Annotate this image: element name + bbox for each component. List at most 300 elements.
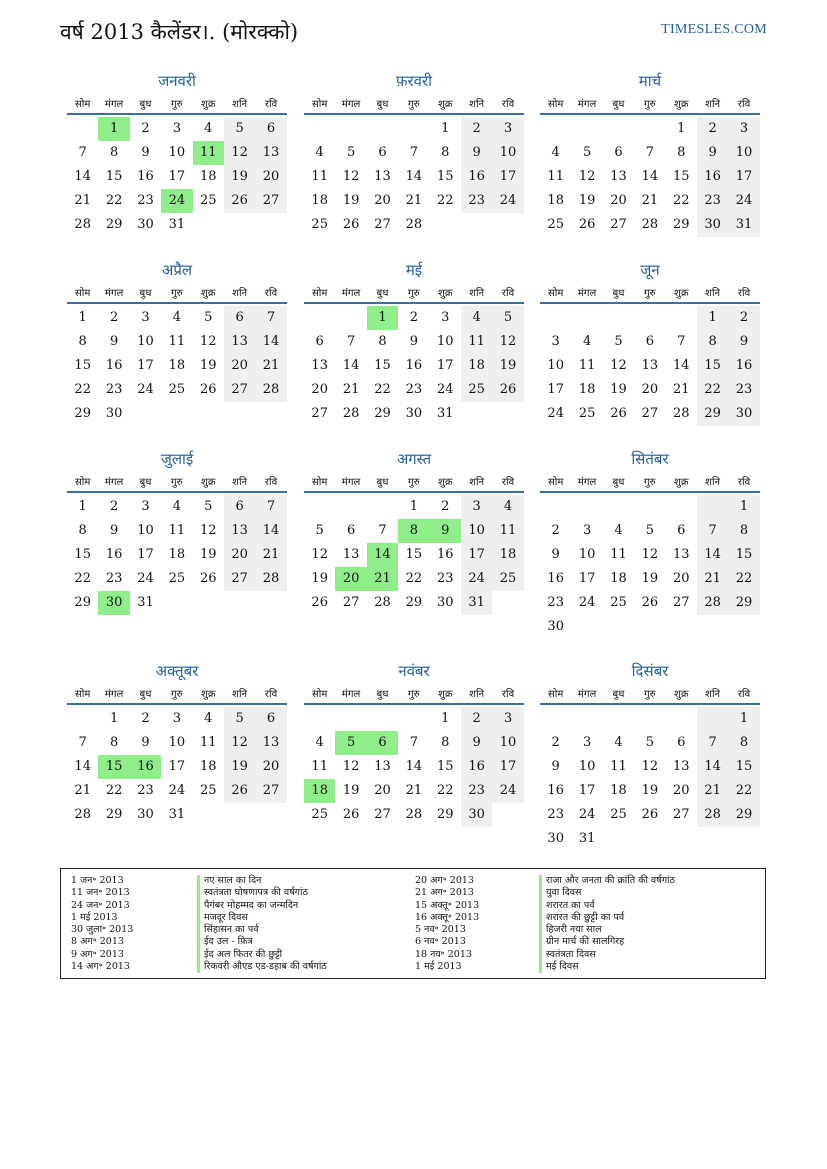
day-cell: 22 xyxy=(105,783,123,798)
weekday-label: शनि xyxy=(705,98,721,110)
empty-cell xyxy=(540,117,571,141)
day-cell: 9 xyxy=(461,141,492,165)
day-cell: 6 xyxy=(677,735,686,750)
day-cell: 7 xyxy=(378,523,387,538)
day-cell: 28 xyxy=(74,217,91,232)
day-cell: 8 xyxy=(78,334,87,349)
weekday-label: मंगल xyxy=(341,98,361,110)
empty-cell xyxy=(540,495,571,519)
day-cell: 24 xyxy=(547,406,564,421)
day-cell: 25 xyxy=(168,382,186,397)
day-cell: 4 xyxy=(204,711,213,726)
holiday-name: सिंहासन का पर्व xyxy=(204,924,259,936)
day-cell: 2 xyxy=(109,310,119,325)
weekday-label: शुक्र xyxy=(674,98,689,110)
weekday-header xyxy=(304,92,524,115)
day-cell: 14 xyxy=(697,543,728,567)
day-cell: 27 xyxy=(374,807,391,822)
day-cell: 5 xyxy=(224,707,255,731)
day-cell: 1 xyxy=(409,499,418,514)
empty-cell xyxy=(603,117,634,141)
day-cell: 12 xyxy=(342,169,360,184)
day-cell: 10 xyxy=(137,334,154,349)
day-cell: 21 xyxy=(74,193,91,208)
empty-cell xyxy=(540,707,571,731)
day-cell: 30 xyxy=(137,807,154,822)
empty-cell xyxy=(603,306,634,330)
day-cell: 17 xyxy=(137,358,154,373)
day-cell: 4 xyxy=(315,735,324,750)
empty-cell xyxy=(304,306,335,330)
month-block xyxy=(540,70,760,237)
day-cell: 17 xyxy=(547,382,564,397)
day-cell: 26 xyxy=(492,378,523,402)
weekday-label: बुध xyxy=(612,476,625,488)
weekday-label: शनि xyxy=(469,476,485,488)
day-cell: 8 xyxy=(728,519,759,543)
empty-cell xyxy=(398,707,429,731)
day-cell: 27 xyxy=(610,217,627,232)
day-cell: 8 xyxy=(441,145,450,160)
day-cell: 25 xyxy=(311,807,328,822)
day-cell: 26 xyxy=(199,571,217,586)
day-cell: 10 xyxy=(547,358,564,373)
month-name: नवंबर xyxy=(398,662,430,680)
day-cell: 22 xyxy=(728,779,759,803)
weekday-label: मंगल xyxy=(341,688,361,700)
day-cell: 23 xyxy=(137,193,154,208)
weekday-label: रवि xyxy=(737,98,751,110)
day-cell: 19 xyxy=(492,354,523,378)
day-cell: 16 xyxy=(697,165,728,189)
day-cell: 12 xyxy=(311,547,328,562)
day-cell: 15 xyxy=(728,543,759,567)
days-grid xyxy=(67,707,287,827)
empty-cell xyxy=(697,707,728,731)
day-cell: 20 xyxy=(255,165,286,189)
day-cell: 21 xyxy=(672,382,690,397)
month-block xyxy=(540,259,760,426)
day-cell: 2 xyxy=(141,711,150,726)
weekday-label: सोम xyxy=(75,688,91,700)
day-cell: 22 xyxy=(728,567,759,591)
day-cell: 22 xyxy=(672,193,690,208)
holiday-date: 14 अग॰ 2013 xyxy=(71,961,130,973)
day-cell: 6 xyxy=(614,145,623,160)
day-cell: 15 xyxy=(436,759,454,774)
weekday-label: रवि xyxy=(501,98,515,110)
day-cell: 28 xyxy=(641,217,659,232)
day-cell: 5 xyxy=(224,117,255,141)
day-cell: 3 xyxy=(492,117,523,141)
day-cell: 28 xyxy=(255,567,286,591)
day-cell: 19 xyxy=(199,547,217,562)
day-cell: 20 xyxy=(641,382,659,397)
day-cell: 27 xyxy=(672,807,690,822)
day-cell: 8 xyxy=(728,731,759,755)
day-cell: 28 xyxy=(74,807,91,822)
weekday-label: शुक्र xyxy=(438,287,453,299)
day-cell: 2 xyxy=(461,117,492,141)
day-cell: 20 xyxy=(374,193,391,208)
day-cell: 26 xyxy=(199,382,217,397)
day-cell: 28 xyxy=(672,406,690,421)
day-cell: 1 xyxy=(78,310,87,325)
weekday-label: रवि xyxy=(264,287,278,299)
weekday-header xyxy=(304,281,524,304)
day-cell: 14 xyxy=(74,169,91,184)
day-cell: 1 xyxy=(728,707,759,731)
day-cell: 5 xyxy=(315,523,324,538)
day-cell: 23 xyxy=(547,595,564,610)
day-cell: 31 xyxy=(578,831,596,846)
holiday-name: स्वतंत्रता दिवस xyxy=(546,948,596,960)
day-cell: 26 xyxy=(224,189,255,213)
weekday-label: मंगल xyxy=(104,287,124,299)
day-cell: 18 xyxy=(492,543,523,567)
day-cell: 1 xyxy=(677,121,686,136)
days-grid xyxy=(304,707,524,827)
empty-cell xyxy=(304,117,335,141)
month-name: अगस्त xyxy=(396,450,432,468)
day-cell: 29 xyxy=(697,402,728,426)
day-cell: 9 xyxy=(728,330,759,354)
holiday-dates-left xyxy=(71,875,133,973)
holiday-list xyxy=(60,868,766,979)
day-cell: 4 xyxy=(172,310,181,325)
weekday-label: रवि xyxy=(737,287,751,299)
day-cell: 13 xyxy=(610,169,627,184)
weekday-label: बुध xyxy=(612,287,625,299)
day-cell: 19 xyxy=(311,571,328,586)
day-cell: 1 xyxy=(728,495,759,519)
day-cell: 11 xyxy=(168,523,186,538)
holiday-marker-bar xyxy=(197,875,200,973)
empty-cell xyxy=(67,117,98,141)
day-cell: 13 xyxy=(374,759,391,774)
day-cell: 7 xyxy=(346,334,356,349)
month-block xyxy=(540,448,760,639)
holiday-name: शरारत का पर्व xyxy=(546,899,595,911)
day-cell: 22 xyxy=(374,382,391,397)
days-grid xyxy=(304,495,524,615)
day-cell: 26 xyxy=(578,217,596,232)
day-cell: 3 xyxy=(551,334,560,349)
weekday-label: सोम xyxy=(75,476,91,488)
day-cell: 15 xyxy=(374,358,391,373)
day-cell: 16 xyxy=(105,547,123,562)
day-cell: 12 xyxy=(641,759,659,774)
day-cell: 22 xyxy=(436,783,454,798)
holiday-date: 15 अक्तू॰ 2013 xyxy=(415,899,480,911)
weekday-label: शुक्र xyxy=(674,287,689,299)
day-cell: 19 xyxy=(641,571,659,586)
day-cell: 16 xyxy=(547,783,564,798)
holiday-date: 8 अग॰ 2013 xyxy=(71,936,124,948)
weekday-label: शनि xyxy=(469,287,485,299)
day-cell: 25 xyxy=(168,571,186,586)
day-cell: 30 xyxy=(405,406,423,421)
day-cell: 26 xyxy=(610,406,627,421)
day-cell: 1 xyxy=(697,306,728,330)
day-cell: 18 xyxy=(199,169,217,184)
weekday-label: सोम xyxy=(312,688,328,700)
weekday-label: मंगल xyxy=(577,688,597,700)
day-cell: 22 xyxy=(697,378,728,402)
day-cell: 11 xyxy=(311,759,328,774)
holiday-day-cell: 5 xyxy=(335,731,366,755)
day-cell: 24 xyxy=(168,783,186,798)
site-link[interactable]: TIMESLES.COM xyxy=(661,22,767,37)
month-name: दिसंबर xyxy=(631,662,669,680)
day-cell: 1 xyxy=(78,499,87,514)
day-cell: 4 xyxy=(582,334,592,349)
day-cell: 25 xyxy=(610,595,627,610)
weekday-label: गुरु xyxy=(644,287,656,299)
holiday-name: स्वतंत्रता घोषणापत्र की वर्षगांठ xyxy=(204,887,308,899)
day-cell: 10 xyxy=(578,759,596,774)
holiday-date: 5 नव॰ 2013 xyxy=(415,924,466,936)
weekday-label: रवि xyxy=(501,476,515,488)
day-cell: 13 xyxy=(672,759,690,774)
weekday-label: शुक्र xyxy=(438,688,453,700)
day-cell: 23 xyxy=(461,779,492,803)
month-block xyxy=(304,259,524,426)
day-cell: 15 xyxy=(697,354,728,378)
day-cell: 6 xyxy=(645,334,654,349)
day-cell: 11 xyxy=(610,759,627,774)
day-cell: 17 xyxy=(168,169,186,184)
day-cell: 10 xyxy=(728,141,759,165)
day-cell: 19 xyxy=(342,783,360,798)
day-cell: 13 xyxy=(342,547,360,562)
day-cell: 4 xyxy=(315,145,324,160)
empty-cell xyxy=(67,707,98,731)
holiday-name: ग्रीन मार्च की सालगिरह xyxy=(546,936,625,948)
day-cell: 9 xyxy=(551,759,560,774)
weekday-label: बुध xyxy=(376,98,389,110)
day-cell: 5 xyxy=(346,145,356,160)
weekday-label: गुरु xyxy=(171,287,183,299)
days-grid xyxy=(304,117,524,237)
weekday-label: बुध xyxy=(139,476,152,488)
weekday-label: बुध xyxy=(139,688,152,700)
day-cell: 26 xyxy=(641,595,659,610)
empty-cell xyxy=(571,117,602,141)
day-cell: 30 xyxy=(105,406,123,421)
weekday-label: शुक्र xyxy=(674,476,689,488)
weekday-label: शनि xyxy=(469,688,485,700)
empty-cell xyxy=(634,117,665,141)
weekday-label: शनि xyxy=(705,476,721,488)
month-block xyxy=(304,448,524,615)
holiday-day-cell: 8 xyxy=(398,519,429,543)
holiday-day-cell: 15 xyxy=(98,755,129,779)
empty-cell xyxy=(571,495,602,519)
day-cell: 7 xyxy=(697,519,728,543)
holiday-day-cell: 14 xyxy=(367,543,398,567)
day-cell: 18 xyxy=(168,358,186,373)
day-cell: 24 xyxy=(436,382,454,397)
day-cell: 14 xyxy=(255,330,286,354)
holiday-names-left xyxy=(204,875,327,973)
day-cell: 30 xyxy=(547,831,564,846)
weekday-label: गुरु xyxy=(171,476,183,488)
day-cell: 20 xyxy=(610,193,627,208)
holiday-name: रिकवरी औएड एड-डहाब की वर्षगांठ xyxy=(204,961,327,973)
day-cell: 8 xyxy=(109,145,119,160)
empty-cell xyxy=(304,707,335,731)
day-cell: 21 xyxy=(641,193,659,208)
day-cell: 16 xyxy=(137,169,154,184)
day-cell: 5 xyxy=(645,735,654,750)
day-cell: 8 xyxy=(677,145,686,160)
empty-cell xyxy=(398,117,429,141)
holiday-day-cell: 11 xyxy=(193,141,224,165)
day-cell: 12 xyxy=(224,141,255,165)
day-cell: 27 xyxy=(641,406,659,421)
day-cell: 11 xyxy=(168,334,186,349)
day-cell: 25 xyxy=(578,406,596,421)
holiday-name: मजदूर दिवस xyxy=(204,911,248,923)
weekday-label: रवि xyxy=(264,688,278,700)
empty-cell xyxy=(603,707,634,731)
holiday-day-cell: 18 xyxy=(304,779,335,803)
holiday-date: 24 जन॰ 2013 xyxy=(71,899,130,911)
day-cell: 24 xyxy=(728,189,759,213)
day-cell: 13 xyxy=(224,519,255,543)
day-cell: 31 xyxy=(168,217,186,232)
weekday-label: शनि xyxy=(469,98,485,110)
day-cell: 15 xyxy=(436,169,454,184)
empty-cell xyxy=(304,495,335,519)
weekday-label: शनि xyxy=(232,688,248,700)
empty-cell xyxy=(666,306,697,330)
day-cell: 5 xyxy=(582,145,592,160)
day-cell: 18 xyxy=(311,193,328,208)
day-cell: 22 xyxy=(405,571,423,586)
day-cell: 8 xyxy=(697,330,728,354)
weekday-label: मंगल xyxy=(104,476,124,488)
day-cell: 24 xyxy=(492,779,523,803)
weekday-label: शुक्र xyxy=(438,98,453,110)
day-cell: 6 xyxy=(315,334,324,349)
day-cell: 11 xyxy=(492,519,523,543)
day-cell: 29 xyxy=(74,406,91,421)
day-cell: 21 xyxy=(255,354,286,378)
day-cell: 14 xyxy=(74,759,91,774)
weekday-label: गुरु xyxy=(171,98,183,110)
holiday-day-cell: 30 xyxy=(98,591,129,615)
weekday-label: गुरु xyxy=(408,98,420,110)
day-cell: 11 xyxy=(461,330,492,354)
day-cell: 19 xyxy=(578,193,596,208)
weekday-label: शनि xyxy=(232,476,248,488)
day-cell: 4 xyxy=(461,306,492,330)
weekday-label: रवि xyxy=(501,688,515,700)
day-cell: 25 xyxy=(461,378,492,402)
month-name: फ़रवरी xyxy=(395,72,433,90)
day-cell: 1 xyxy=(441,121,450,136)
day-cell: 2 xyxy=(409,310,418,325)
day-cell: 15 xyxy=(74,358,91,373)
day-cell: 21 xyxy=(255,543,286,567)
day-cell: 19 xyxy=(224,165,255,189)
holiday-date: 18 नव॰ 2013 xyxy=(415,948,472,960)
day-cell: 11 xyxy=(547,169,564,184)
day-cell: 27 xyxy=(224,378,255,402)
empty-cell xyxy=(603,495,634,519)
day-cell: 18 xyxy=(168,547,186,562)
weekday-label: सोम xyxy=(312,287,328,299)
weekday-header xyxy=(67,682,287,705)
day-cell: 12 xyxy=(578,169,596,184)
day-cell: 29 xyxy=(105,217,123,232)
holiday-date: 30 जुला॰ 2013 xyxy=(71,924,134,936)
day-cell: 14 xyxy=(405,169,423,184)
day-cell: 28 xyxy=(697,803,728,827)
day-cell: 23 xyxy=(105,382,123,397)
day-cell: 28 xyxy=(255,378,286,402)
month-block xyxy=(67,70,287,237)
day-cell: 2 xyxy=(697,117,728,141)
day-cell: 28 xyxy=(342,406,360,421)
day-cell: 27 xyxy=(672,595,690,610)
day-cell: 14 xyxy=(405,759,423,774)
month-name: अप्रैल xyxy=(161,261,193,279)
weekday-header xyxy=(304,470,524,493)
weekday-header xyxy=(540,92,760,115)
day-cell: 7 xyxy=(78,735,87,750)
day-cell: 22 xyxy=(74,382,91,397)
month-block xyxy=(67,448,287,615)
day-cell: 31 xyxy=(461,591,492,615)
weekday-header xyxy=(304,682,524,705)
day-cell: 8 xyxy=(78,523,87,538)
empty-cell xyxy=(571,707,602,731)
weekday-label: शुक्र xyxy=(674,688,689,700)
day-cell: 20 xyxy=(672,783,690,798)
day-cell: 2 xyxy=(551,735,560,750)
weekday-label: बुध xyxy=(376,688,389,700)
day-cell: 2 xyxy=(109,499,119,514)
day-cell: 31 xyxy=(137,595,154,610)
day-cell: 31 xyxy=(436,406,454,421)
day-cell: 17 xyxy=(492,165,523,189)
day-cell: 19 xyxy=(641,783,659,798)
day-cell: 27 xyxy=(374,217,391,232)
day-cell: 5 xyxy=(204,310,213,325)
day-cell: 12 xyxy=(610,358,627,373)
day-cell: 9 xyxy=(409,334,418,349)
empty-cell xyxy=(634,495,665,519)
day-cell: 14 xyxy=(641,169,659,184)
days-grid xyxy=(67,117,287,237)
day-cell: 10 xyxy=(492,731,523,755)
day-cell: 17 xyxy=(492,755,523,779)
day-cell: 21 xyxy=(697,779,728,803)
month-name: अक्तूबर xyxy=(155,662,199,680)
empty-cell xyxy=(540,306,571,330)
weekday-label: रवि xyxy=(264,476,278,488)
day-cell: 4 xyxy=(614,735,623,750)
day-cell: 12 xyxy=(199,523,217,538)
holiday-day-cell: 1 xyxy=(98,117,129,141)
weekday-label: गुरु xyxy=(644,98,656,110)
day-cell: 16 xyxy=(728,354,759,378)
empty-cell xyxy=(697,495,728,519)
day-cell: 24 xyxy=(578,807,596,822)
